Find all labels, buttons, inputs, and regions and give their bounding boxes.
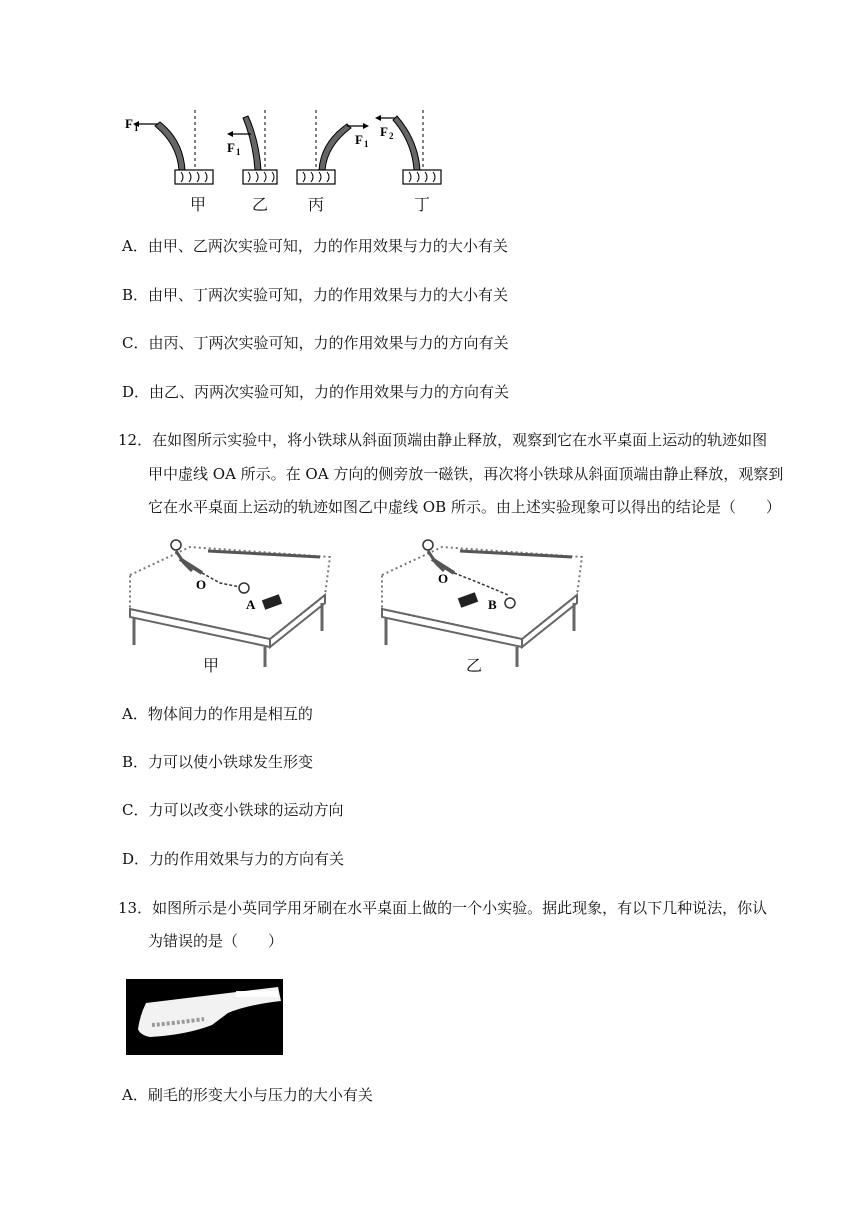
- jia-point-o: O: [196, 577, 207, 592]
- strip-jia: [125, 110, 213, 184]
- q12-label-jia: 甲: [203, 656, 220, 675]
- q11-figure: [115, 100, 455, 220]
- strip-bing: [297, 110, 369, 184]
- strip-yi: [227, 110, 277, 184]
- toothbrush-drawing: [126, 979, 283, 1055]
- force-label-yi: F: [227, 140, 235, 155]
- q11-option-b: B．由甲、丁两次实验可知，力的作用效果与力的大小有关: [122, 286, 509, 304]
- force-sub-ding: 2: [389, 131, 394, 141]
- q12-figure: [120, 535, 590, 675]
- force-label-jia: F: [125, 116, 133, 131]
- q11-figure-drawing: [115, 100, 455, 220]
- q11-label-yi: 乙: [252, 195, 269, 214]
- q13-toothbrush-photo: [126, 979, 283, 1055]
- q13-option-a: A．刷毛的形变大小与压力的大小有关: [122, 1086, 373, 1104]
- q11-label-bing: 丙: [308, 195, 325, 214]
- q13-stem-line-2: 为错误的是（ ）: [148, 932, 284, 950]
- table-yi: [382, 540, 582, 667]
- force-sub-yi: 1: [236, 147, 241, 157]
- q12-option-b: B．力可以使小铁球发生形变: [122, 753, 314, 771]
- q12-option-d: D．力的作用效果与力的方向有关: [122, 850, 345, 868]
- q12-stem-line-1: 12．在如图所示实验中，将小铁球从斜面顶端由静止释放，观察到它在水平桌面上运动的轨迹如图: [118, 431, 768, 449]
- force-label-bing: F: [355, 132, 363, 147]
- force-sub-bing: 1: [364, 139, 369, 149]
- q11-option-a: A．由甲、乙两次实验可知，力的作用效果与力的大小有关: [122, 237, 508, 255]
- q12-option-c: C．力可以改变小铁球的运动方向: [122, 801, 344, 819]
- q12-stem-line-2: 甲中虚线 OA 所示。在 OA 方向的侧旁放一磁铁，再次将小铁球从斜面顶端由静止释放，观察到: [148, 465, 784, 483]
- q11-option-d: D．由乙、丙两次实验可知，力的作用效果与力的方向有关: [122, 383, 510, 401]
- jia-point-a: A: [246, 597, 256, 612]
- q12-figure-drawing: [120, 535, 590, 675]
- q11-option-c: C．由丙、丁两次实验可知，力的作用效果与力的方向有关: [122, 334, 509, 352]
- yi-point-o: O: [438, 571, 449, 586]
- table-jia: [130, 540, 330, 667]
- q11-label-jia: 甲: [190, 195, 207, 214]
- q12-option-a: A．物体间力的作用是相互的: [122, 705, 313, 723]
- force-label-ding: F: [380, 124, 388, 139]
- yi-point-b: B: [488, 597, 497, 612]
- strip-ding: [375, 110, 441, 184]
- q12-stem-line-3: 它在水平桌面上运动的轨迹如图乙中虚线 OB 所示。由上述实验现象可以得出的结论是（ ）: [148, 498, 781, 516]
- q13-stem-line-1: 13．如图所示是小英同学用牙刷在水平桌面上做的一个小实验。据此现象，有以下几种说法，你认: [118, 899, 768, 917]
- q11-label-ding: 丁: [414, 195, 431, 214]
- q12-label-yi: 乙: [466, 656, 483, 675]
- force-sub-jia: 1: [134, 123, 139, 133]
